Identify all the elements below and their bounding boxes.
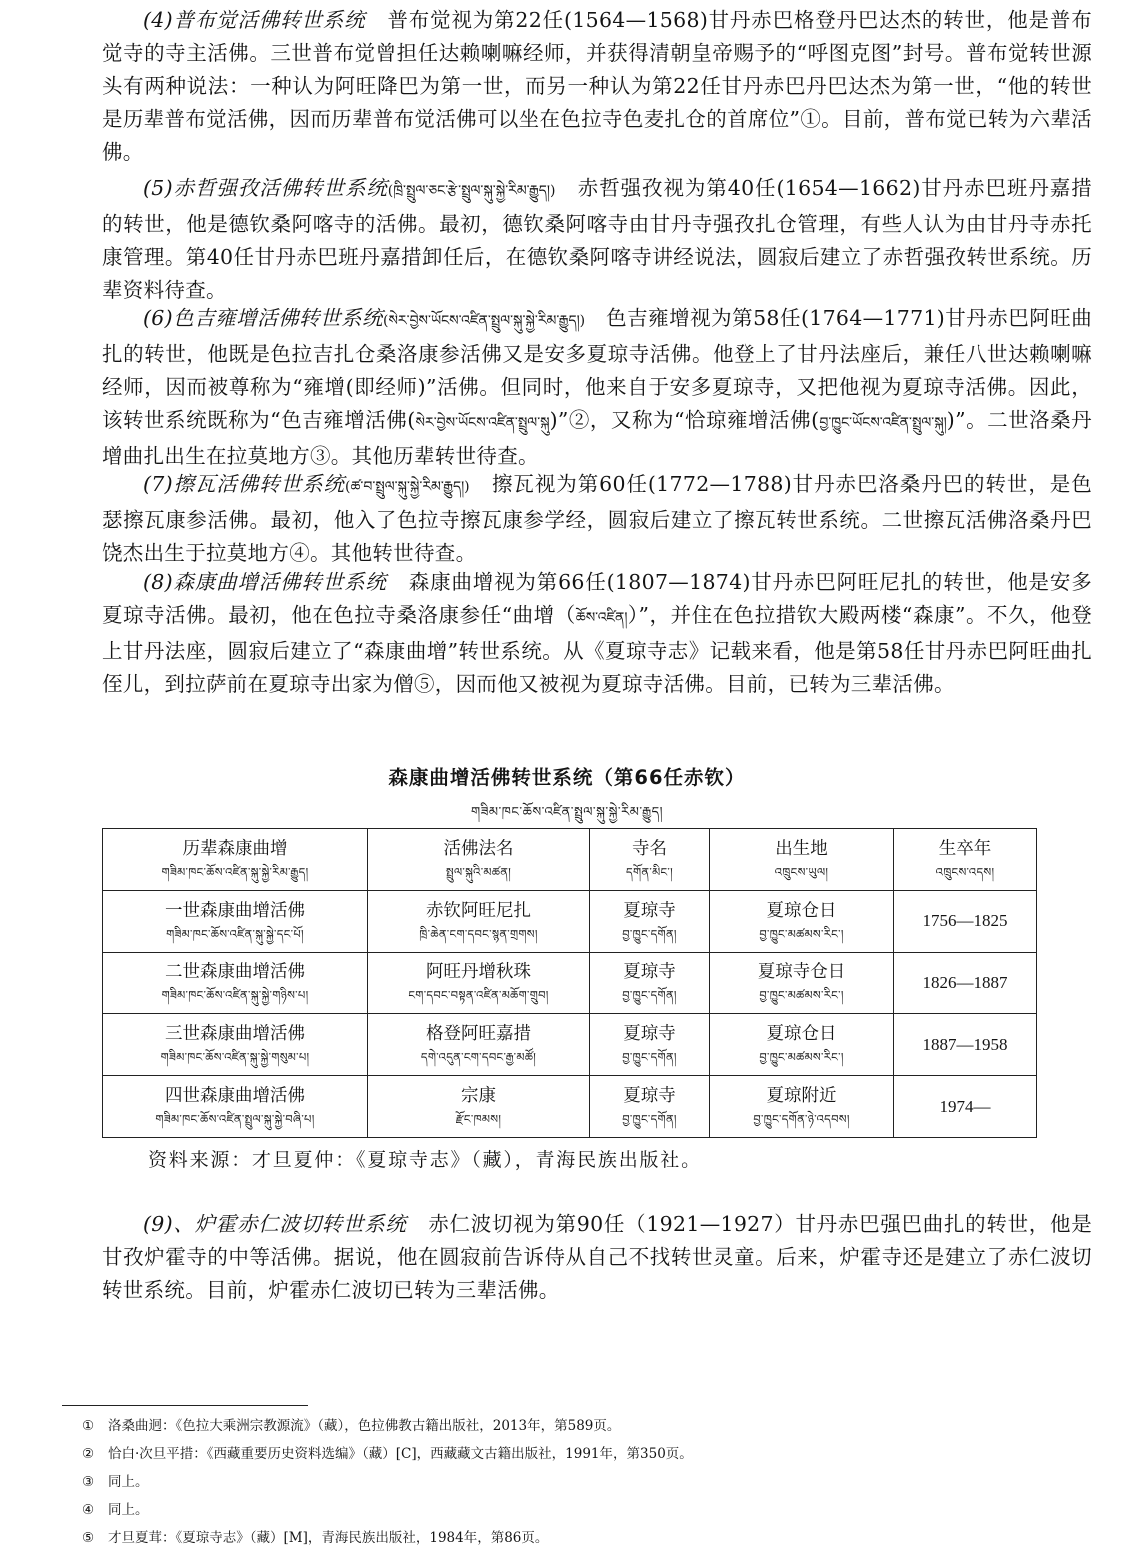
cell-text: 夏琼寺 — [623, 1024, 676, 1045]
section-heading: (8)森康曲增活佛转世系统 — [143, 570, 387, 594]
paragraph-text: ）”，并住在色拉措钦大殿两楼“森康”。不久，他登上甘丹法座，圆寂后建立了“森康曲增”转世系统。从《夏琼寺志》记载来看，他是第58任甘丹赤巴阿旺曲扎侄儿，到拉萨前在夏琼寺出家为僧⑤，因而他又被视为夏琼寺活佛。目前，已转为三辈活佛。 — [102, 603, 1092, 696]
cell-text-tibetan: རྫོང་ཁམས། — [455, 1112, 502, 1127]
cell-text: 夏琼附近 — [766, 1086, 837, 1107]
tibetan-title: (ཁྲི་སྤྲུལ་ཅང་རྩེ་སྤྲུལ་སྐུ་སྐྱེ་རིམ་རྒྱུད།) — [387, 183, 556, 199]
paragraph-text: )”②，又称为“恰琼雍增活佛( — [549, 408, 820, 432]
cell-text: 宗康 — [461, 1086, 496, 1107]
lineage-table — [102, 828, 1037, 1138]
header-label: 生卒年 — [938, 838, 992, 859]
generation-cell — [103, 952, 368, 1014]
cell-text-tibetan: གཟིམ་ཁང་ཆོས་འཛིན་སྤྲུལ་སྐུ་སྐྱེ་བཞི་པ། — [155, 1112, 315, 1127]
table-header-row — [103, 829, 1037, 891]
footnote-text: 恰白·次旦平措：《西藏重要历史资料选编》（藏）[C]，西藏藏文古籍出版社，1991年，第350页。 — [108, 1446, 693, 1462]
cell-text: 赤钦阿旺尼扎 — [426, 900, 531, 921]
header-label-tibetan: འཁྲུངས་འདས། — [935, 864, 995, 879]
table-row — [103, 1076, 1037, 1138]
cell-text: 夏琼仓日 — [766, 900, 837, 921]
monastery-cell — [590, 1014, 710, 1076]
paragraph-text: 擦瓦视为第60任(1772—1788)甘丹赤巴洛桑丹巴的转世，是色瑟擦瓦康参活佛。最初，他入了色拉寺擦瓦康参学经，圆寂后建立了擦瓦转世系统。二世擦瓦活佛洛桑丹巴饶杰出生于拉莫地方④。其他转世待查。 — [102, 472, 1092, 565]
cell-text-tibetan: བྱ་ཁྱུང་དགོན། — [622, 926, 677, 941]
cell-text-tibetan: ངག་དབང་བསྟན་འཛིན་མཆོག་གྲུབ། — [408, 988, 549, 1003]
paragraph-text: 赤仁波切视为第90任（1921—1927）甘丹赤巴强巴曲扎的转世，他是甘孜炉霍寺的中等活佛。据说，他在圆寂前告诉侍从自己不找转世灵童。后来，炉霍寺还是建立了赤仁波切转世系统。目前，炉霍赤仁波切已转为三辈活佛。 — [102, 1212, 1092, 1302]
years-cell — [894, 1076, 1037, 1138]
header-cell — [894, 829, 1037, 891]
paragraph-text: )”。二世洛桑丹增曲扎出生在拉莫地方③。其他历辈转世待查。 — [102, 408, 1092, 468]
paragraph-text: 森康曲增视为第66任(1807—1874)甘丹赤巴阿旺尼扎的转世，他是安多夏琼寺活佛。最初，他在色拉寺桑洛康参任“曲增（ — [102, 570, 1093, 627]
section-heading: (4)普布觉活佛转世系统 — [143, 8, 366, 32]
tibetan-term: སེར་བྱེས་ཡོངས་འཛིན་སྤྲུལ་སྐུ — [415, 415, 550, 431]
paragraph-5 — [102, 172, 1092, 307]
footnote — [82, 1412, 1082, 1440]
header-label: 活佛法名 — [443, 838, 514, 859]
cell-text-tibetan: བྱ་ཁྱུང་མཚམས་རིང་། — [759, 988, 844, 1003]
header-label: 出生地 — [775, 838, 828, 859]
header-cell — [103, 829, 368, 891]
name-cell — [368, 952, 590, 1014]
cell-text: 1887—1958 — [922, 1034, 1008, 1054]
section-heading: (9)、炉霍赤仁波切转世系统 — [143, 1212, 407, 1236]
footnote — [82, 1468, 1082, 1496]
tibetan-term: བྱ་ཁྱུང་ཡོངས་འཛིན་སྤྲུལ་སྐུ། — [819, 415, 947, 431]
generation-cell — [103, 1076, 368, 1138]
section-heading: (7)擦瓦活佛转世系统 — [143, 472, 345, 496]
cell-text: 格登阿旺嘉措 — [426, 1024, 531, 1045]
header-label-tibetan: འཁྲུངས་ཡུལ། — [774, 864, 829, 879]
section-heading: (5)赤哲强孜活佛转世系统 — [143, 176, 388, 200]
cell-text: 阿旺丹增秋珠 — [426, 962, 531, 983]
footnote-mark: ⑤ — [82, 1530, 95, 1546]
paragraph-text: 普布觉视为第22任(1564—1568)甘丹赤巴格登丹巴达杰的转世，他是普布觉寺的寺主活佛。三世普布觉曾担任达赖喇嘛经师，并获得清朝皇帝赐予的“呼图克图”封号。普布觉转世源头有两种说法：一种认为阿旺降巴为第一世，而另一种认为第22任甘丹赤巴丹巴达杰为第一世，“他的转世是历辈普布觉活佛，因而历辈普布觉活佛可以坐在色拉寺色麦扎仓的首席位”①。目前，普布觉已转为六辈活佛。 — [102, 8, 1093, 164]
years-cell — [894, 1014, 1037, 1076]
footnote-text: 才旦夏茸：《夏琼寺志》（藏）[M]，青海民族出版社，1984年，第86页。 — [108, 1530, 549, 1546]
header-label: 历辈森康曲增 — [182, 838, 288, 859]
paragraph-7 — [102, 468, 1092, 570]
table-row — [103, 1014, 1037, 1076]
monastery-cell — [590, 952, 710, 1014]
cell-text-tibetan: བྱ་ཁྱུང་མཚམས་རིང་། — [759, 926, 844, 941]
footnote-divider — [62, 1405, 308, 1406]
name-cell — [368, 890, 590, 952]
cell-text: 二世森康曲增活佛 — [165, 962, 305, 983]
cell-text: 夏琼仓日 — [766, 1024, 837, 1045]
header-label: 寺名 — [632, 838, 667, 859]
cell-text-tibetan: གཟིམ་ཁང་ཆོས་འཛིན་སྐུ་སྐྱེ་དང་པོ། — [166, 926, 304, 941]
footnote — [82, 1440, 1082, 1468]
years-cell — [894, 890, 1037, 952]
monastery-cell — [590, 890, 710, 952]
header-label-tibetan: སྤྲུལ་སྐུའི་མཚན། — [445, 864, 512, 879]
header-label-tibetan: དགོན་མིང་། — [626, 864, 673, 879]
generation-cell — [103, 890, 368, 952]
cell-text: 一世森康曲增活佛 — [165, 900, 305, 921]
cell-text-tibetan: བྱ་ཁྱུང་དགོན། — [622, 988, 677, 1003]
paragraph-6 — [102, 302, 1092, 473]
cell-text-tibetan: དགེ་འདུན་ངག་དབང་རྒྱ་མཚོ། — [420, 1050, 537, 1065]
cell-text-tibetan: བྱ་ཁྱུང་དགོན། — [622, 1112, 677, 1127]
table-row — [103, 890, 1037, 952]
footnotes — [82, 1412, 1082, 1552]
cell-text: 夏琼寺 — [623, 962, 676, 983]
generation-cell — [103, 1014, 368, 1076]
cell-text-tibetan: གཟིམ་ཁང་ཆོས་འཛིན་སྐུ་སྐྱེ་གསུམ་པ། — [160, 1050, 310, 1065]
paragraph-8 — [102, 566, 1092, 701]
monastery-cell — [590, 1076, 710, 1138]
footnote-text: 同上。 — [108, 1474, 149, 1490]
birthplace-cell — [710, 1076, 894, 1138]
cell-text: 1826—1887 — [922, 972, 1008, 992]
cell-text: 1756—1825 — [922, 911, 1008, 931]
paragraph-4 — [102, 4, 1092, 169]
birthplace-cell — [710, 1014, 894, 1076]
birthplace-cell — [710, 890, 894, 952]
footnote-mark: ① — [82, 1418, 95, 1434]
cell-text-tibetan: བྱ་ཁྱུང་མཚམས་རིང་། — [759, 1050, 844, 1065]
cell-text: 三世森康曲增活佛 — [165, 1024, 305, 1045]
cell-text-tibetan: ཁྲི་ཆེན་ངག་དབང་སྙན་གྲགས། — [419, 926, 538, 941]
cell-text-tibetan: བྱ་ཁྱུང་དགོན། — [622, 1050, 677, 1065]
footnote-text: 同上。 — [108, 1502, 149, 1518]
footnote — [82, 1496, 1082, 1524]
section-heading: (6)色吉雍增活佛转世系统 — [143, 306, 383, 330]
footnote-text: 洛桑曲迥：《色拉大乘洲宗教源流》（藏），色拉佛教古籍出版社，2013年，第589页。 — [108, 1418, 621, 1434]
header-label-tibetan: གཟིམ་ཁང་ཆོས་འཛིན་སྐུ་སྐྱེ་རིམ་རྒྱུད། — [161, 864, 309, 879]
footnote-mark: ④ — [82, 1502, 95, 1518]
paragraph-text: 赤哲强孜视为第40任(1654—1662)甘丹赤巴班丹嘉措的转世，他是德钦桑阿喀寺的活佛。最初，德钦桑阿喀寺由甘丹寺强孜扎仓管理，有些人认为由甘丹寺赤托康管理。第40任甘丹赤巴班丹嘉措卸任后，在德钦桑阿喀寺讲经说法，圆寂后建立了赤哲强孜转世系统。历辈资料待查。 — [102, 176, 1093, 302]
cell-text-tibetan: གཟིམ་ཁང་ཆོས་འཛིན་སྐུ་སྐྱེ་གཉིས་པ། — [161, 988, 309, 1003]
birthplace-cell — [710, 952, 894, 1014]
table-title: 森康曲增活佛转世系统（第66任赤钦） — [388, 766, 746, 789]
cell-text: 夏琼寺 — [623, 900, 676, 921]
footnote-mark: ③ — [82, 1474, 95, 1490]
tibetan-title: (སེར་བྱེས་ཡོངས་འཛིན་སྤྲུལ་སྐུ་སྐྱེ་རིམ་རྒྱུད།) — [383, 313, 586, 329]
cell-text: 四世森康曲增活佛 — [165, 1086, 305, 1107]
table-source-note: 资料来源：才旦夏仲：《夏琼寺志》（藏），青海民族出版社。 — [148, 1149, 702, 1171]
header-cell — [710, 829, 894, 891]
tibetan-term: ཆོས་འཛིན། — [575, 610, 628, 626]
cell-text: 夏琼寺仓日 — [757, 962, 846, 983]
cell-text-tibetan: བྱ་ཁྱུང་དགོན་ཉེ་འདབས། — [753, 1112, 850, 1127]
paragraph-text: 色吉雍增视为第58任(1764—1771)甘丹赤巴阿旺曲扎的转世，他既是色拉吉扎仓桑洛康参活佛又是安多夏琼寺活佛。他登上了甘丹法座后，兼任八世达赖喇嘛经师，因而被尊称为“雍增(即经师)”活佛。但同时，他来自于安多夏琼寺，又把他视为夏琼寺活佛。因此，该转世系统既称为“色吉雍增活佛( — [102, 306, 1092, 432]
cell-text: 1974— — [939, 1096, 991, 1116]
header-cell — [590, 829, 710, 891]
footnote — [82, 1524, 1082, 1552]
name-cell — [368, 1014, 590, 1076]
footnote-mark: ② — [82, 1446, 95, 1462]
cell-text: 夏琼寺 — [623, 1086, 676, 1107]
years-cell — [894, 952, 1037, 1014]
table-row — [103, 952, 1037, 1014]
header-cell — [368, 829, 590, 891]
name-cell — [368, 1076, 590, 1138]
table-title-tibetan: གཟིམ་ཁང་ཆོས་འཛིན་སྤྲུལ་སྐུ་སྐྱེ་རིམ་རྒྱུད། — [470, 805, 664, 820]
tibetan-title: (ཚ་བ་སྤྲུལ་སྐུ་སྐྱེ་རིམ་རྒྱུད།) — [344, 479, 470, 495]
paragraph-9 — [102, 1208, 1092, 1307]
